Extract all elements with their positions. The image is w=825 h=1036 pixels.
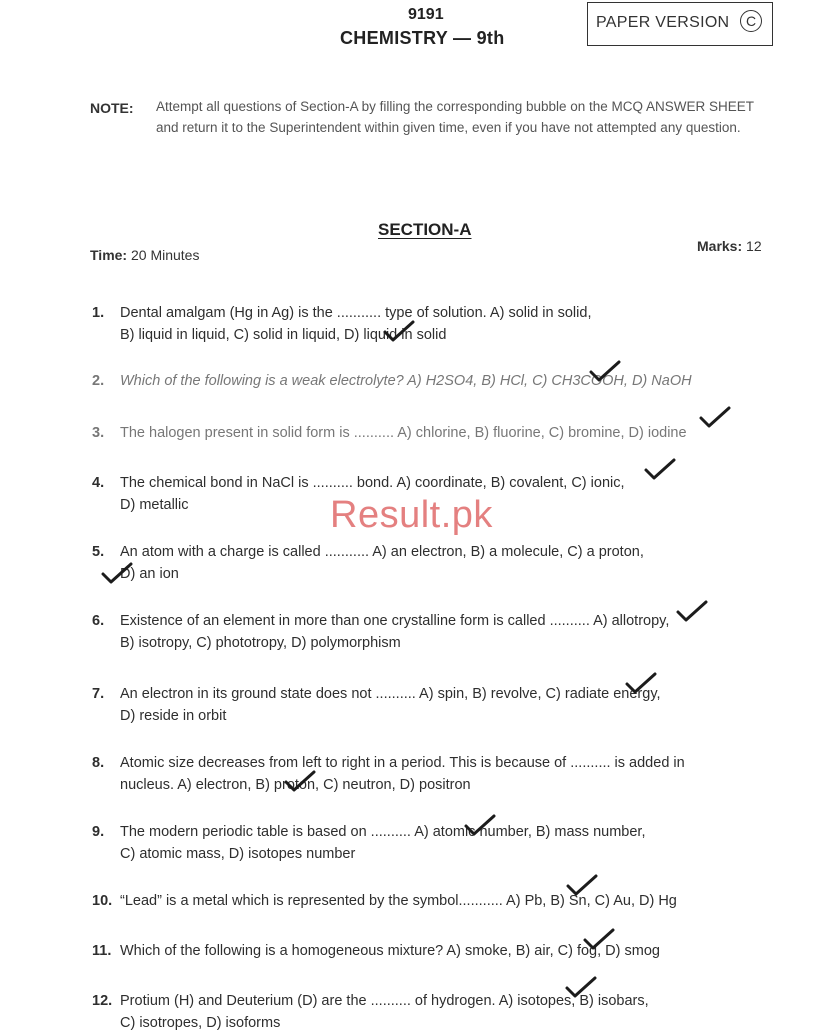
check-mark-icon <box>100 560 134 586</box>
question-text: The halogen present in solid form is .......... A) chlorine, B) fluorine, C) bromine, D) iodine <box>120 425 687 441</box>
question-12 <box>92 990 782 1034</box>
question-text: An electron in its ground state does not .......... A) spin, B) revolve, C) radiate energy, <box>120 686 661 702</box>
version-letter: C <box>740 10 762 32</box>
question-options: nucleus. A) electron, B) proton, C) neutron, D) positron <box>120 777 471 793</box>
time-info <box>90 247 199 263</box>
check-mark-icon <box>382 318 416 344</box>
question-text: “Lead” is a metal which is represented by the symbol........... A) Pb, B) Sn, C) Au, D) Hg <box>120 893 677 909</box>
question-number: 8. <box>92 755 105 771</box>
question-number: 4. <box>92 475 105 491</box>
question-10 <box>92 890 782 912</box>
section-title: SECTION-A <box>378 220 472 239</box>
question-text: Existence of an element in more than one crystalline form is called .......... A) allotropy, <box>120 613 670 629</box>
question-text: Dental amalgam (Hg in Ag) is the ........... type of solution. A) solid in solid, <box>120 305 592 321</box>
question-text: Protium (H) and Deuterium (D) are the .......... of hydrogen. A) isotopes, B) isobars, <box>120 993 649 1009</box>
time-label: Time: <box>90 247 128 263</box>
question-8 <box>92 752 782 796</box>
question-text: Atomic size decreases from left to right in a period. This is because of .......... is added in <box>120 755 685 771</box>
question-11 <box>92 940 782 962</box>
check-mark-icon <box>675 598 709 624</box>
question-number: 2. <box>92 373 105 389</box>
note-text: Attempt all questions of Section-A by filling the corresponding bubble on the MCQ ANSWER SHEET and return it to the Superintendent within given time, even if you have not attempted any question. <box>156 99 754 135</box>
question-number: 1. <box>92 305 105 321</box>
check-mark-icon <box>643 456 677 482</box>
paper-version-label: PAPER VERSION <box>596 14 730 31</box>
question-text: An atom with a charge is called ........... A) an electron, B) a molecule, C) a proton, <box>120 544 644 560</box>
question-9 <box>92 821 782 865</box>
time-value: 20 Minutes <box>130 247 200 263</box>
question-1 <box>92 302 782 346</box>
question-options: D) metallic <box>120 497 189 513</box>
question-number: 6. <box>92 613 105 629</box>
question-options: C) isotropes, D) isoforms <box>120 1015 281 1031</box>
question-7 <box>92 683 782 727</box>
paper-code: 9191 <box>408 6 444 23</box>
question-text: The modern periodic table is based on .......... A) atomic number, B) mass number, <box>120 824 646 840</box>
question-number: 3. <box>92 425 105 441</box>
question-options: D) an ion <box>120 566 179 582</box>
check-mark-icon <box>698 404 732 430</box>
marks-label: Marks: <box>697 238 743 254</box>
marks-value: 12 <box>746 238 762 254</box>
question-number: 11. <box>92 943 112 959</box>
marks-info <box>697 238 762 254</box>
question-3 <box>92 422 782 444</box>
subject-title: CHEMISTRY — 9th <box>340 28 505 48</box>
question-2 <box>92 370 782 392</box>
check-mark-icon <box>588 358 622 384</box>
question-options: C) atomic mass, D) isotopes number <box>120 846 356 862</box>
question-text: Which of the following is a homogeneous mixture? A) smoke, B) air, C) fog, D) smog <box>120 943 660 959</box>
question-number: 7. <box>92 686 105 702</box>
question-options: B) liquid in liquid, C) solid in liquid, D) liquid in solid <box>120 327 447 343</box>
question-text: Which of the following is a weak electrolyte? A) H2SO4, B) HCl, C) CH3COOH, D) NaOH <box>120 373 692 389</box>
watermark-text: Result.pk <box>330 494 493 536</box>
check-mark-icon <box>624 670 658 696</box>
question-options: B) isotropy, C) phototropy, D) polymorphism <box>120 635 401 651</box>
check-mark-icon <box>582 926 616 952</box>
question-number: 12. <box>92 993 113 1009</box>
note-label: NOTE: <box>90 100 134 116</box>
question-number: 5. <box>92 544 105 560</box>
check-mark-icon <box>565 872 599 898</box>
question-text: The chemical bond in NaCl is .......... bond. A) coordinate, B) covalent, C) ionic, <box>120 475 625 491</box>
question-options: D) reside in orbit <box>120 708 227 724</box>
question-5 <box>92 541 782 585</box>
question-number: 10. <box>92 893 113 909</box>
check-mark-icon <box>283 768 317 794</box>
check-mark-icon <box>463 812 497 838</box>
question-number: 9. <box>92 824 105 840</box>
check-mark-icon <box>564 974 598 1000</box>
